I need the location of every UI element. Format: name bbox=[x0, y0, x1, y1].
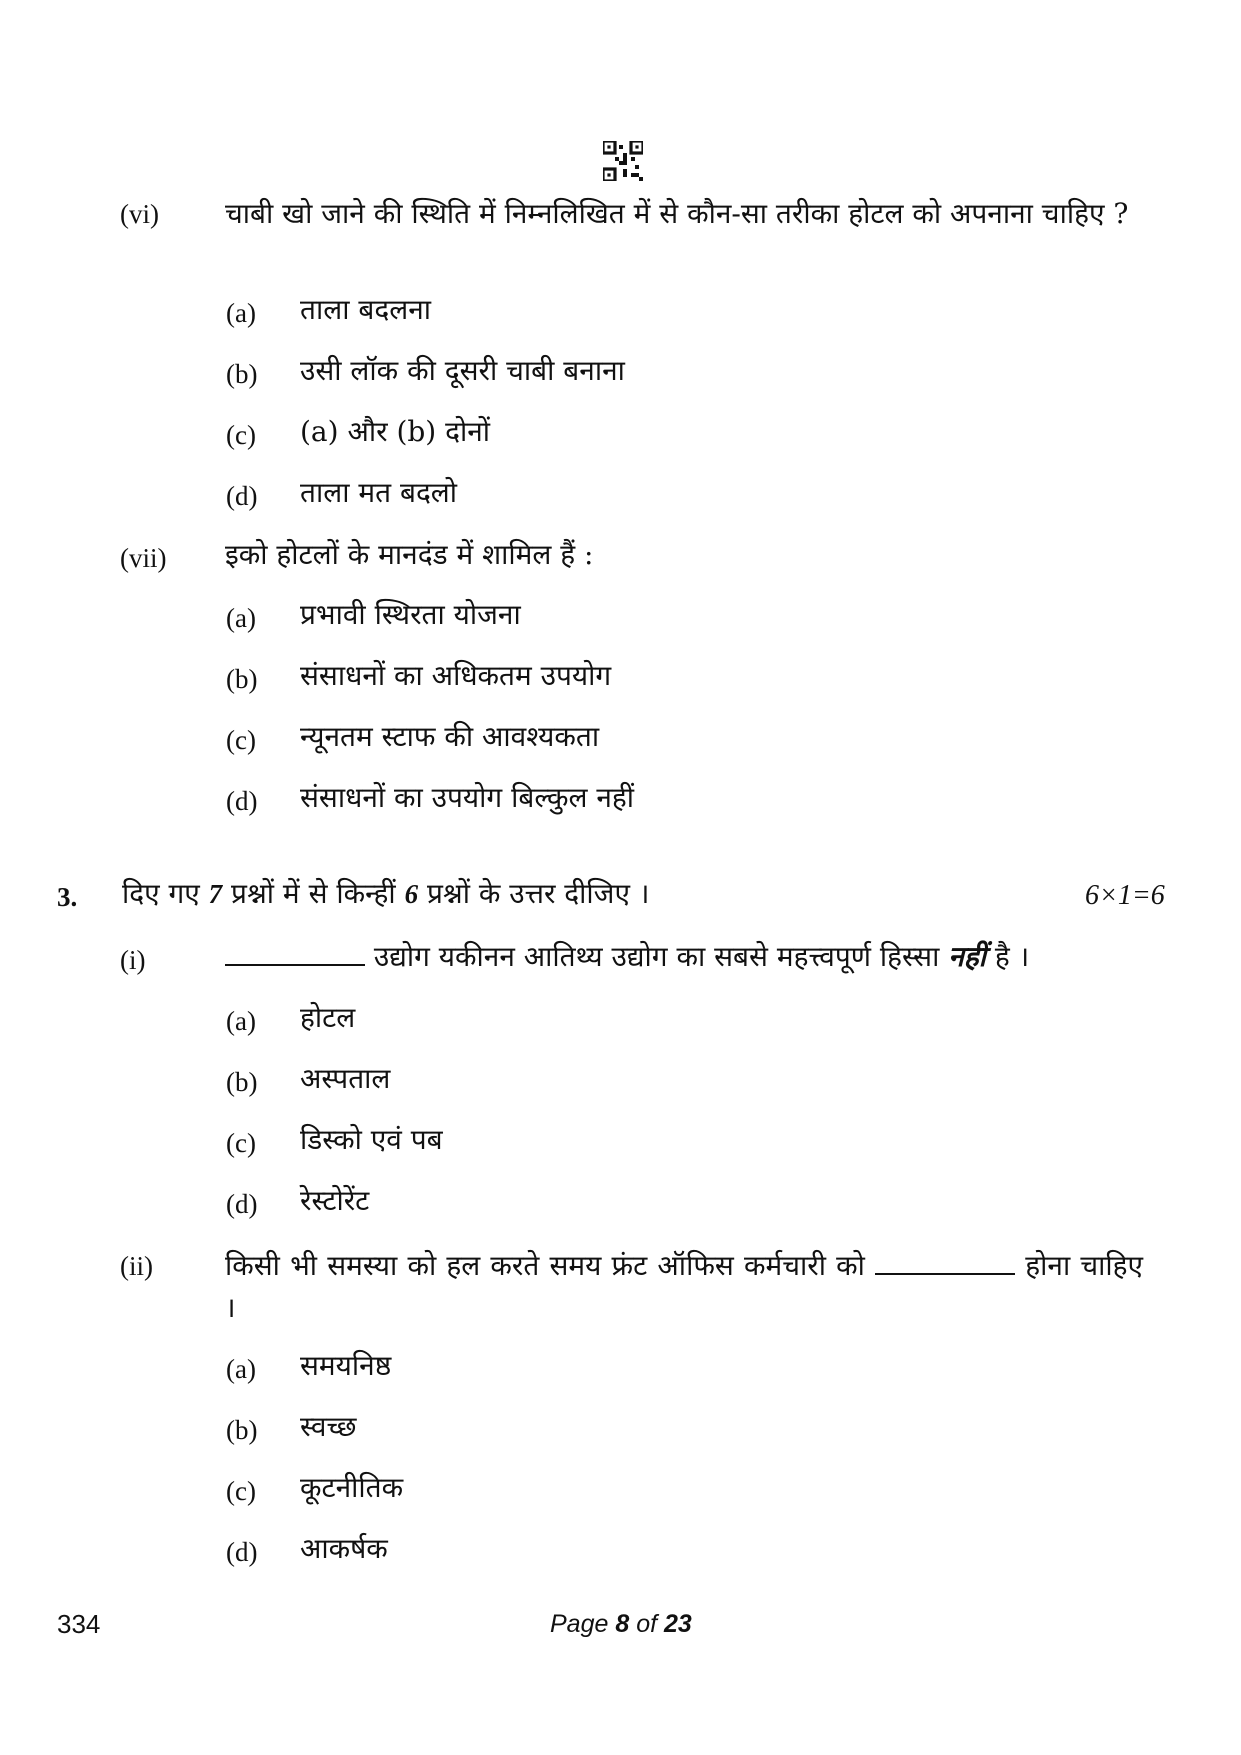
question-number: (vii) bbox=[120, 543, 167, 573]
marks-allocation: 6×1=6 bbox=[1085, 880, 1165, 911]
instruction-part: प्रश्नों में से किन्हीं bbox=[222, 877, 405, 910]
option-text: कूटनीतिक bbox=[300, 1471, 404, 1504]
option-text: समयनिष्ठ bbox=[300, 1349, 392, 1382]
option-label: (a) bbox=[226, 603, 256, 633]
page-word: Page bbox=[550, 1610, 616, 1638]
option-label: (d) bbox=[226, 1537, 258, 1567]
question-text-part: उद्योग यकीनन आतिथ्य उद्योग का सबसे महत्त्वपूर्ण हिस्सा bbox=[365, 940, 949, 973]
page-indicator bbox=[550, 1610, 692, 1639]
option-label: (a) bbox=[226, 1006, 256, 1036]
question-text bbox=[225, 940, 1029, 974]
paper-code: 334 bbox=[57, 1609, 101, 1639]
page-of: of bbox=[629, 1610, 664, 1638]
question-text-part: किसी भी समस्या को हल करते समय फ्रंट ऑफिस कर्मचारी को bbox=[225, 1249, 876, 1282]
option-label: (a) bbox=[226, 298, 256, 328]
option-label: (b) bbox=[226, 1415, 258, 1445]
question-number: (vi) bbox=[120, 199, 159, 229]
question-number: (i) bbox=[120, 945, 146, 975]
question-number: (ii) bbox=[120, 1251, 153, 1281]
option-text: स्वच्छ bbox=[300, 1410, 357, 1443]
option-label: (d) bbox=[226, 786, 258, 816]
option-text: रेस्टोरेंट bbox=[300, 1184, 370, 1217]
instruction-part: प्रश्नों के उत्तर दीजिए । bbox=[418, 877, 650, 910]
emphasis-word: नहीं bbox=[948, 940, 986, 973]
option-label: (d) bbox=[226, 481, 258, 511]
option-text: ताला मत बदलो bbox=[300, 476, 458, 509]
option-label: (c) bbox=[226, 1128, 256, 1158]
qr-code-icon bbox=[603, 141, 643, 181]
question-text bbox=[225, 1245, 1143, 1329]
option-label: (b) bbox=[226, 359, 258, 389]
option-text: संसाधनों का उपयोग बिल्कुल नहीं bbox=[300, 781, 634, 814]
option-text: संसाधनों का अधिकतम उपयोग bbox=[300, 659, 612, 692]
question-text: चाबी खो जाने की स्थिति में निम्नलिखित में से कौन-सा तरीका होटल को अपनाना चाहिए ? bbox=[225, 197, 1129, 230]
option-text: प्रभावी स्थिरता योजना bbox=[300, 598, 521, 631]
question-text-part: होना चाहिए । bbox=[225, 1249, 1143, 1324]
question-text-part: है । bbox=[985, 940, 1030, 973]
option-text: ताला बदलना bbox=[300, 293, 431, 326]
option-text: (a) और (b) दोनों bbox=[300, 415, 491, 448]
page-total: 23 bbox=[664, 1610, 692, 1638]
instruction-count-attempt: 6 bbox=[404, 879, 419, 909]
option-label: (d) bbox=[226, 1189, 258, 1219]
option-label: (c) bbox=[226, 420, 256, 450]
instruction-count-total: 7 bbox=[208, 879, 223, 909]
instruction-part: दिए गए bbox=[122, 877, 209, 910]
fill-in-blank bbox=[875, 1249, 1015, 1275]
option-label: (b) bbox=[226, 664, 258, 694]
option-text: अस्पताल bbox=[300, 1062, 391, 1095]
option-text: होटल bbox=[300, 1001, 356, 1034]
option-text: डिस्को एवं पब bbox=[300, 1123, 443, 1156]
option-label: (c) bbox=[226, 1476, 256, 1506]
question-instruction bbox=[122, 877, 649, 911]
option-label: (b) bbox=[226, 1067, 258, 1097]
option-text: आकर्षक bbox=[300, 1532, 388, 1565]
option-label: (a) bbox=[226, 1354, 256, 1384]
page-number: 8 bbox=[615, 1610, 630, 1638]
question-text: इको होटलों के मानदंड में शामिल हैं : bbox=[225, 538, 594, 571]
question-main-number: 3. bbox=[57, 882, 78, 912]
option-label: (c) bbox=[226, 725, 256, 755]
option-text: न्यूनतम स्टाफ की आवश्यकता bbox=[300, 720, 600, 753]
option-text: उसी लॉक की दूसरी चाबी बनाना bbox=[300, 354, 625, 387]
fill-in-blank bbox=[225, 940, 365, 966]
